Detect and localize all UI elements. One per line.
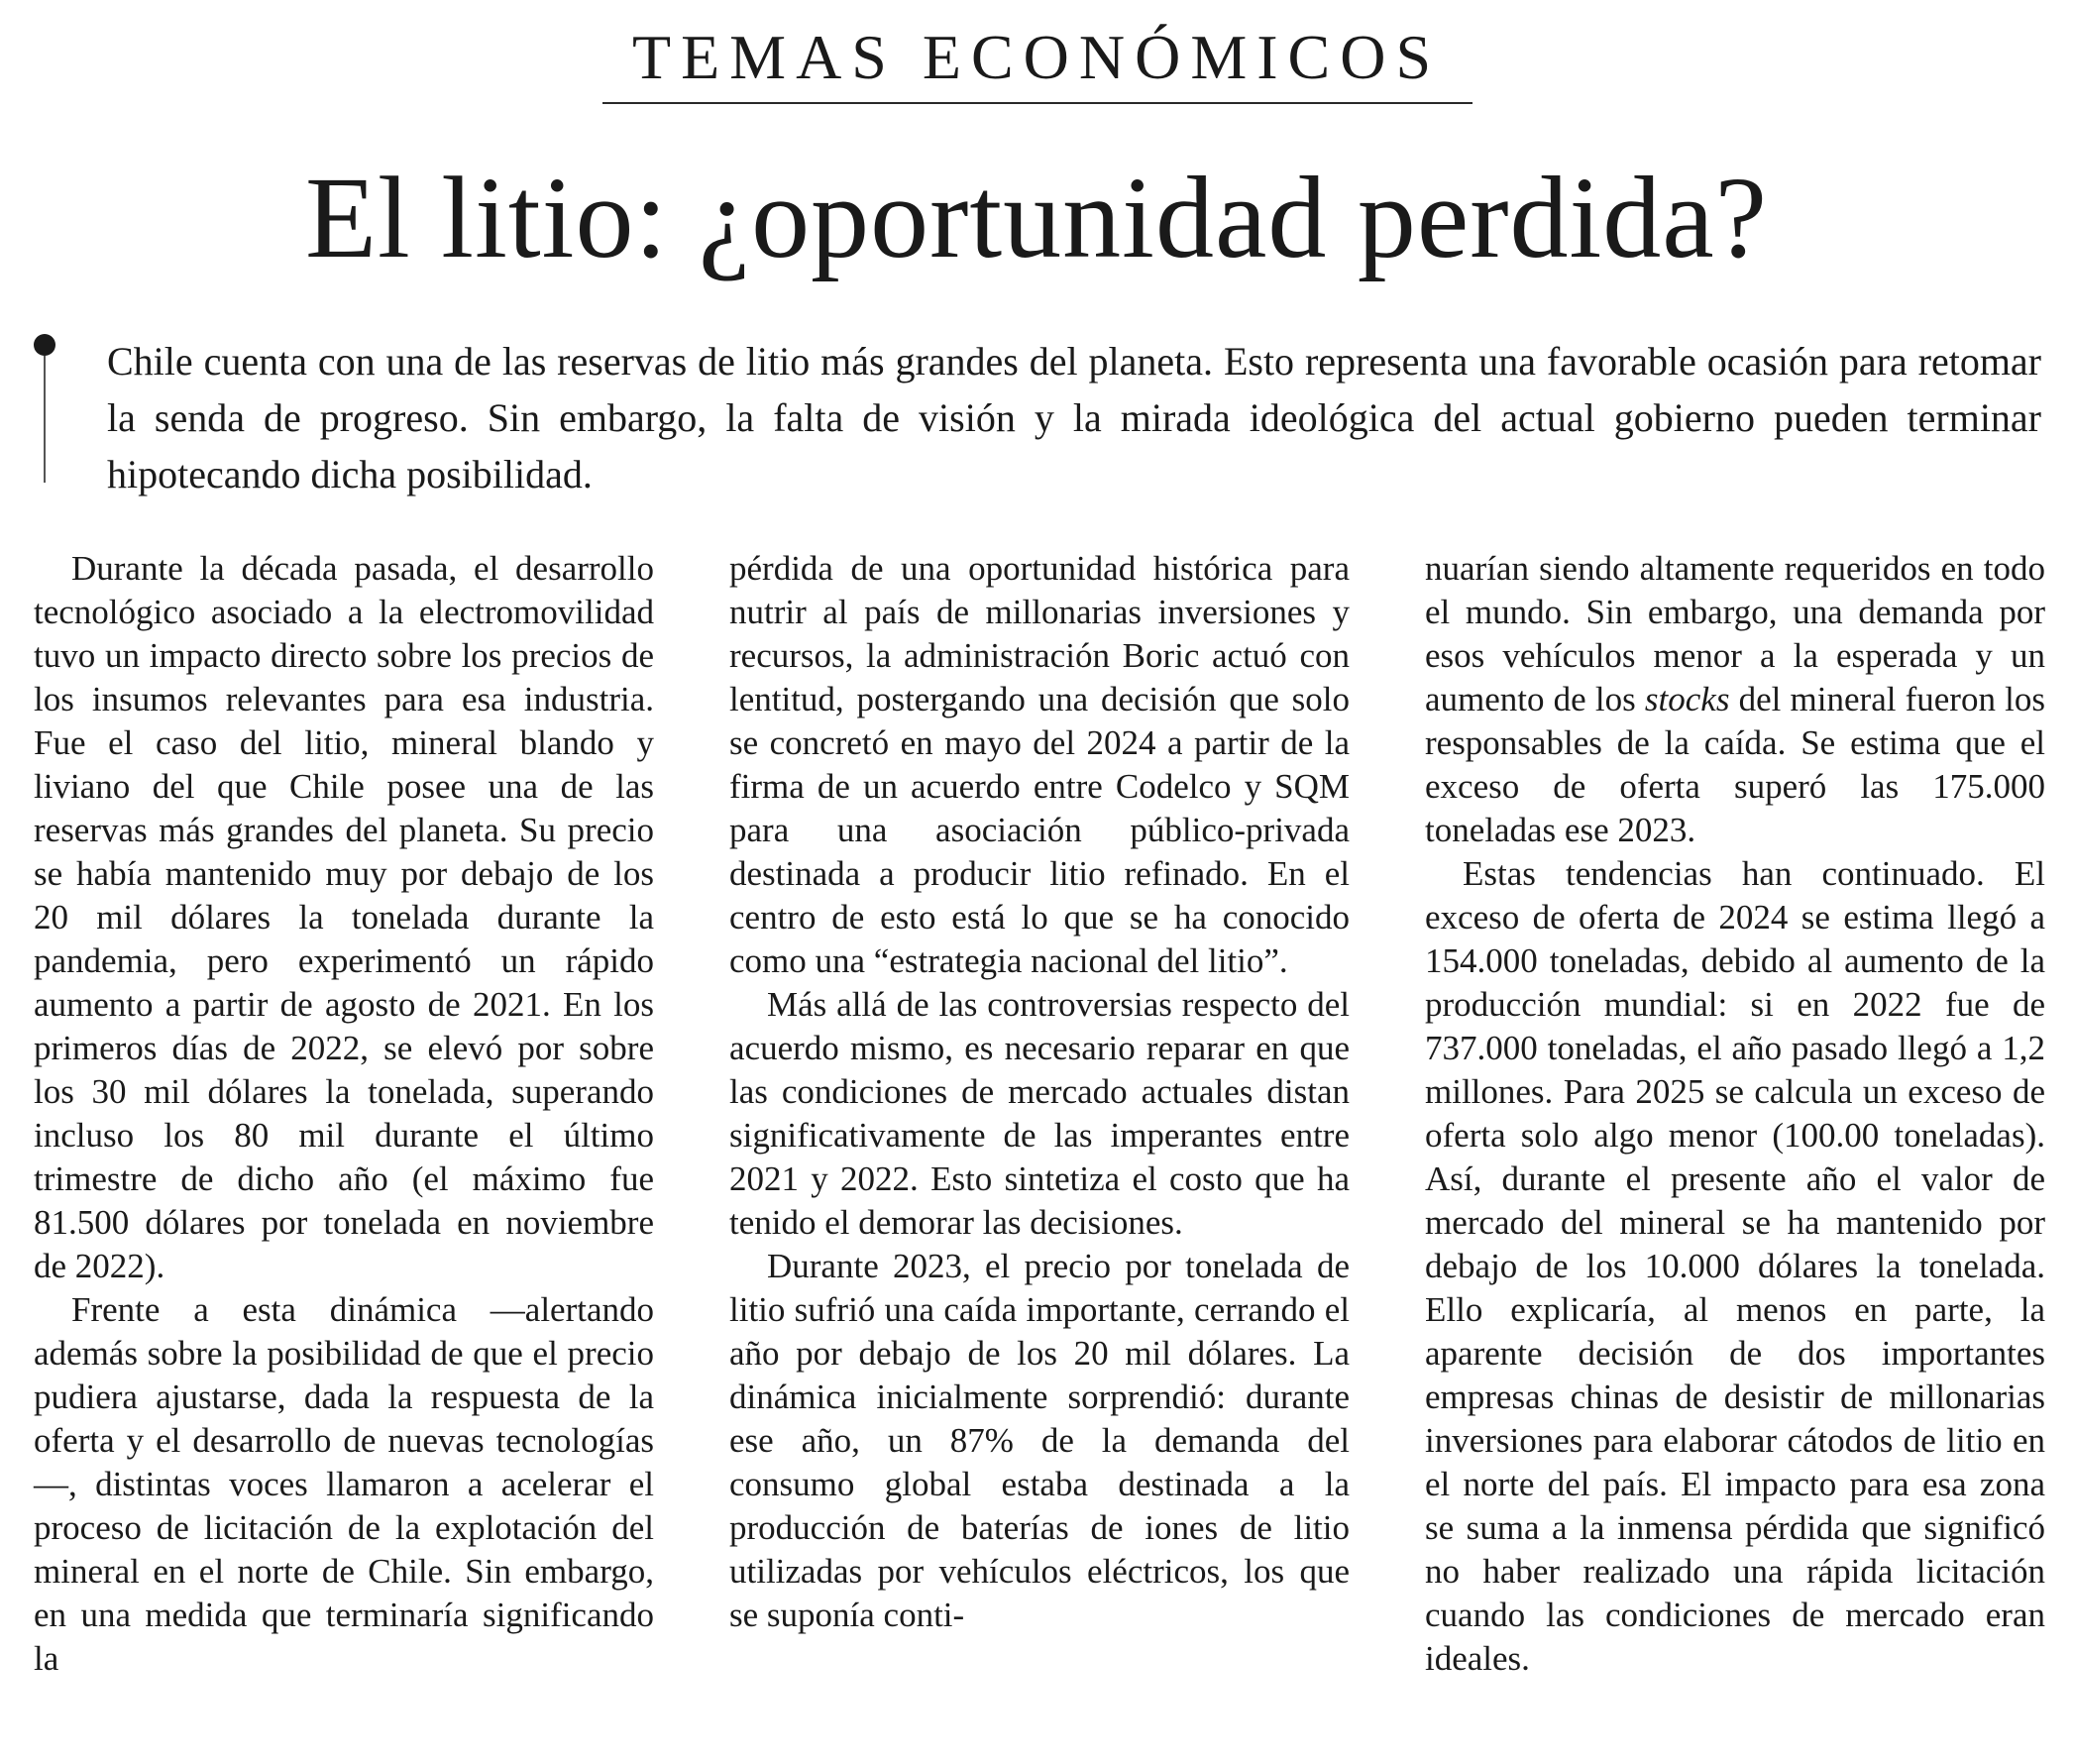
body-paragraph: Durante la década pasada, el desarrollo tecnológico asociado a la electromovilidad tuvo un impacto directo sobre los precios de los insumos relevantes para esa industria. Fue el caso del litio, mineral blando y liviano del que Chile posee una de las reservas más grandes del planeta. Su precio se había mantenido muy por debajo de los 20 mil dólares la tonelada durante la pandemia, pero experimentó un rápido aumento a partir de agosto de 2021. En los primeros días de 2022, se elevó por sobre los 30 mil dólares la tonelada, superando incluso los 80 mil durante el último trimestre de dicho año (el máximo fue 81.500 dólares por tonelada en noviembre de 2022). bbox=[34, 549, 654, 1285]
section-rule bbox=[602, 102, 1473, 104]
column-1 bbox=[34, 547, 654, 1746]
body-text: del mineral fueron los responsables de la caída. Se estima que el exceso de oferta superó las 175.000 toneladas ese 2023. bbox=[1425, 680, 2045, 849]
body-paragraph: Estas tendencias han continuado. El exceso de oferta de 2024 se estima llegó a 154.000 toneladas, debido al aumento de la producción mundial: si en 2022 fue de 737.000 toneladas, el año pasado llegó a 1,2 millones. Para 2025 se calcula un exceso de oferta solo algo menor (100.00 toneladas). Así, durante el presente año el valor de mercado del mineral se ha mantenido por debajo de los 10.000 dólares la tonelada. Ello explicaría, al menos en parte, la aparente decisión de dos importantes empresas chinas de desistir de millonarias inversiones para elaborar cátodos de litio en el norte del país. El impacto para esa zona se suma a la inmensa pérdida que significó no haber realizado una rápida licitación cuando las condiciones de mercado eran ideales. bbox=[1425, 854, 2045, 1678]
body-paragraph: Más allá de las controversias respecto del acuerdo mismo, es necesario reparar en que las condiciones de mercado actuales distan significativamente de las imperantes entre 2021 y 2022. Esto sintetiza el costo que ha tenido el demorar las decisiones. bbox=[729, 985, 1350, 1242]
body-text: nuarían siendo altamente requeridos en todo el mundo. Sin embargo, una demanda por esos vehículos menor a la esperada y un aumento de los bbox=[1425, 549, 2045, 718]
column-2 bbox=[729, 547, 1350, 1746]
lead-paragraph: Chile cuenta con una de las reservas de litio más grandes del planeta. Esto representa una favorable ocasión para retomar la senda de progreso. Sin embargo, la falta de visión y la mirada ideológica del actual gobierno pueden terminar hipotecando dicha posibilidad. bbox=[107, 339, 2041, 496]
lead-rule bbox=[44, 356, 46, 483]
column-3 bbox=[1425, 547, 2045, 1746]
body-paragraph: Durante 2023, el precio por tonelada de litio sufrió una caída importante, cerrando el año por debajo de los 20 mil dólares. La dinámica inicialmente sorprendió: durante ese año, un 87% de la demanda del consumo global estaba destinada a la producción de baterías de iones de litio utilizadas por vehículos eléctricos, los que se suponía conti- bbox=[729, 1247, 1350, 1634]
body-paragraph bbox=[1425, 547, 2045, 852]
body-columns bbox=[34, 547, 2045, 1746]
body-paragraph: pérdida de una oportunidad histórica para nutrir al país de millonarias inversiones y recursos, la administración Boric actuó con lentitud, postergando una decisión que solo se concretó en mayo del 2024 a partir de la firma de un acuerdo entre Codelco y SQM para una asociación público-privada destinada a producir litio refinado. En el centro de esto está lo que se ha conocido como una “estrategia nacional del litio”. bbox=[729, 549, 1350, 980]
bullet-dot-icon bbox=[34, 334, 55, 356]
body-paragraph: Frente a esta dinámica —alertando además sobre la posibilidad de que el precio pudiera ajustarse, dada la respuesta de la oferta y el desarrollo de nuevas tecnologías—, distintas voces llamaron a acelerar el proceso de licitación de la explotación del mineral en el norte de Chile. Sin embargo, en una medida que terminaría significando la bbox=[34, 1290, 654, 1678]
italic-term: stocks bbox=[1644, 680, 1730, 718]
section-header: TEMAS ECONÓMICOS bbox=[631, 22, 1442, 92]
headline: El litio: ¿oportunidad perdida? bbox=[304, 153, 1769, 282]
lead-marker bbox=[34, 334, 55, 483]
